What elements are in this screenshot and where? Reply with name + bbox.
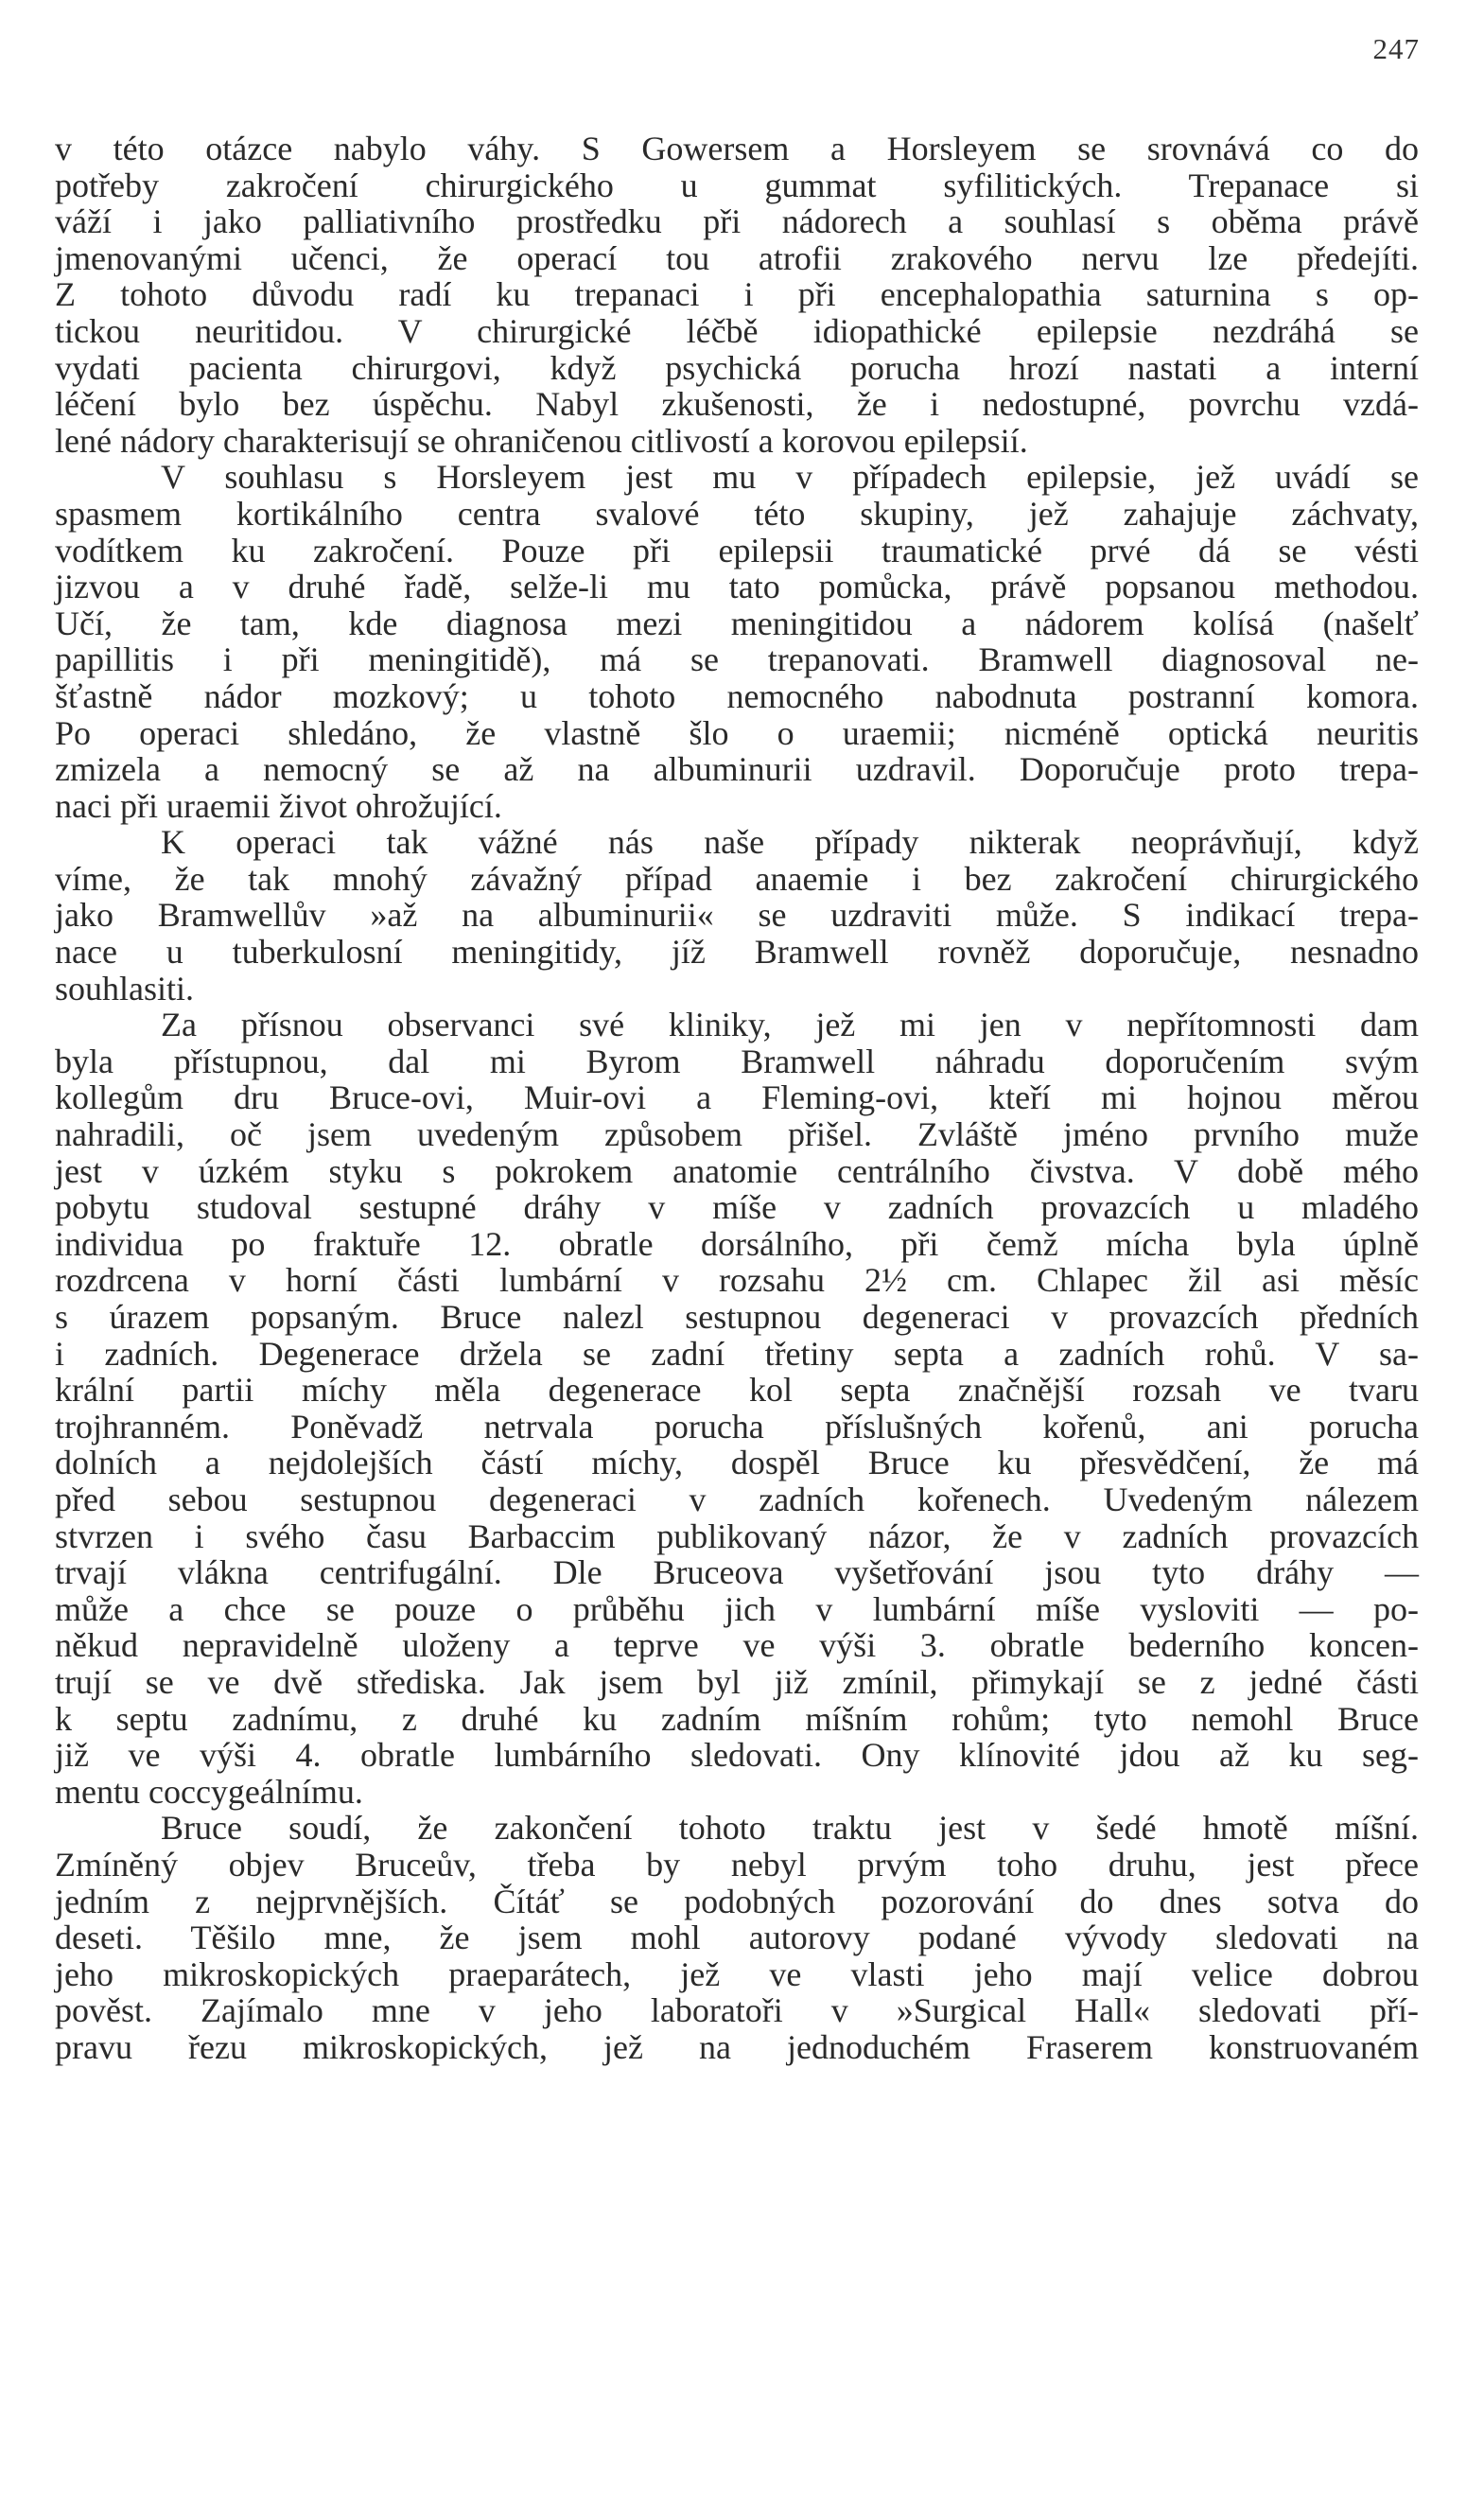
text-line: léčení bylo bez úspěchu. Nabyl zkušenosti, že i nedostupné, povrchu vzdá- — [55, 385, 1419, 424]
text-line: Bruce soudí, že zakončení tohoto traktu jest v šedé hmotě míšní. — [161, 1809, 1419, 1848]
text-line: dolních a nejdolejších částí míchy, dospěl Bruce ku přesvědčení, že má — [55, 1444, 1419, 1482]
text-line: lené nádory charakterisují se ohraničenou citlivostí a korovou epilepsií. — [55, 421, 1028, 460]
text-line: V souhlasu s Horsleyem jest mu v případech epilepsie, jež uvádí se — [161, 458, 1419, 497]
text-line: tickou neuritidou. V chirurgické léčbě idiopathické epilepsie nezdráhá se — [55, 311, 1419, 350]
text-line: již ve výši 4. obratle lumbárního sledovati. Ony klínovité jdou až ku seg- — [55, 1736, 1419, 1775]
text-line: krální partii míchy měla degenerace kol septa značnější rozsah ve tvaru — [55, 1371, 1419, 1410]
text-line: váží i jako palliativního prostředku při nádorech a souhlasí s oběma právě — [55, 202, 1419, 241]
text-line: šťastně nádor mozkový; u tohoto nemocného nabodnuta postranní komora. — [55, 676, 1419, 715]
text-line: jizvou a v druhé řadě, selže-li mu tato pomůcka, právě popsanou methodou. — [55, 568, 1419, 606]
body-text — [55, 131, 1419, 2065]
text-line: jako Bramwellův »až na albuminurii« se uzdraviti může. S indikací trepa- — [55, 896, 1419, 935]
text-line: pověst. Zajímalo mne v jeho laboratoři v »Surgical Hall« sledovati pří- — [55, 1991, 1419, 2030]
text-line: kollegům dru Bruce-ovi, Muir-ovi a Fleming-ovi, kteří mi hojnou měrou — [55, 1078, 1419, 1117]
text-line: jeho mikroskopických praeparátech, jež ve vlasti jeho mají velice dobrou — [55, 1954, 1419, 1993]
text-line: nahradili, oč jsem uvedeným způsobem přišel. Zvláště jméno prvního muže — [55, 1115, 1419, 1154]
text-line: Z tohoto důvodu radí ku trepanaci i při encephalopathia saturnina s op- — [55, 275, 1419, 314]
text-line: souhlasiti. — [55, 969, 195, 1008]
text-line: může a chce se pouze o průběhu jich v lumbární míše vysloviti — po- — [55, 1589, 1419, 1628]
text-line: k septu zadnímu, z druhé ku zadním míšním rohům; tyto nemohl Bruce — [55, 1699, 1419, 1738]
text-line: jedním z nejprvnějších. Čítáť se podobných pozorování do dnes sotva do — [55, 1882, 1419, 1920]
text-line: pobytu studoval sestupné dráhy v míše v zadních provazcích u mladého — [55, 1188, 1419, 1227]
text-line: před sebou sestupnou degeneraci v zadních kořenech. Uvedeným nálezem — [55, 1480, 1419, 1518]
text-line: vydati pacienta chirurgovi, když psychická porucha hrozí nastati a interní — [55, 348, 1419, 387]
text-line: byla přístupnou, dal mi Byrom Bramwell náhradu doporučením svým — [55, 1042, 1419, 1080]
text-line: trují se ve dvě střediska. Jak jsem byl již zmínil, přimykají se z jedné části — [55, 1662, 1419, 1701]
text-line: naci při uraemii život ohrožující. — [55, 786, 502, 825]
text-line: Zmíněný objev Bruceův, třeba by nebyl prvým toho druhu, jest přece — [55, 1845, 1419, 1884]
text-line: spasmem kortikálního centra svalové této skupiny, jež zahajuje záchvaty, — [55, 494, 1419, 533]
page-number: 247 — [1372, 32, 1420, 65]
text-line: nace u tuberkulosní meningitidy, jíž Bramwell rovněž doporučuje, nesnadno — [55, 933, 1419, 972]
text-line: jmenovanými učenci, že operací tou atrofii zrakového nervu lze předejíti. — [55, 238, 1419, 277]
text-line: Učí, že tam, kde diagnosa mezi meningitidou a nádorem kolísá (našelť — [55, 604, 1419, 642]
text-line: individua po fraktuře 12. obratle dorsálního, při čemž mícha byla úplně — [55, 1224, 1419, 1263]
text-line: Po operaci shledáno, že vlastně šlo o uraemii; nicméně optická neuritis — [55, 713, 1419, 752]
text-line: víme, že tak mnohý závažný případ anaemie i bez zakročení chirurgického — [55, 859, 1419, 898]
text-line: Za přísnou observanci své kliniky, jež mi jen v nepřítomnosti dam — [161, 1006, 1419, 1044]
text-line: trvají vlákna centrifugální. Dle Bruceova vyšetřování jsou tyto dráhy — — [55, 1553, 1419, 1592]
text-line: zmizela a nemocný se až na albuminurii uzdravil. Doporučuje proto trepa- — [55, 750, 1419, 789]
text-line: deseti. Těšilo mne, že jsem mohl autorovy podané vývody sledovati na — [55, 1919, 1419, 1957]
text-line: s úrazem popsaným. Bruce nalezl sestupnou degeneraci v provazcích předních — [55, 1298, 1419, 1336]
text-line: stvrzen i svého času Barbaccim publikovaný názor, že v zadních provazcích — [55, 1516, 1419, 1555]
text-line: i zadních. Degenerace držela se zadní třetiny septa a zadních rohů. V sa- — [55, 1334, 1419, 1373]
text-line: v této otázce nabylo váhy. S Gowersem a Horsleyem se srovnává co do — [55, 130, 1419, 167]
text-line: mentu coccygeálnímu. — [55, 1772, 363, 1811]
text-line: pravu řezu mikroskopických, jež na jednoduchém Fraserem konstruovaném — [55, 2027, 1419, 2066]
text-line: potřeby zakročení chirurgického u gummat syfilitických. Trepanace si — [55, 166, 1419, 204]
text-line: trojhranném. Poněvadž netrvala porucha příslušných kořenů, ani porucha — [55, 1407, 1419, 1446]
text-line: rozdrcena v horní části lumbární v rozsahu 2½ cm. Chlapec žil asi měsíc — [55, 1261, 1419, 1300]
text-line: K operaci tak vážné nás naše případy nikterak neoprávňují, když — [161, 823, 1419, 862]
text-line: vodítkem ku zakročení. Pouze při epilepsii traumatické prvé dá se vésti — [55, 531, 1419, 570]
text-line: papillitis i při meningitidě), má se trepanovati. Bramwell diagnosoval ne- — [55, 640, 1419, 679]
text-line: jest v úzkém styku s pokrokem anatomie centrálního čivstva. V době mého — [55, 1151, 1419, 1190]
text-line: někud nepravidelně uloženy a teprve ve výši 3. obratle bederního koncen- — [55, 1626, 1419, 1665]
